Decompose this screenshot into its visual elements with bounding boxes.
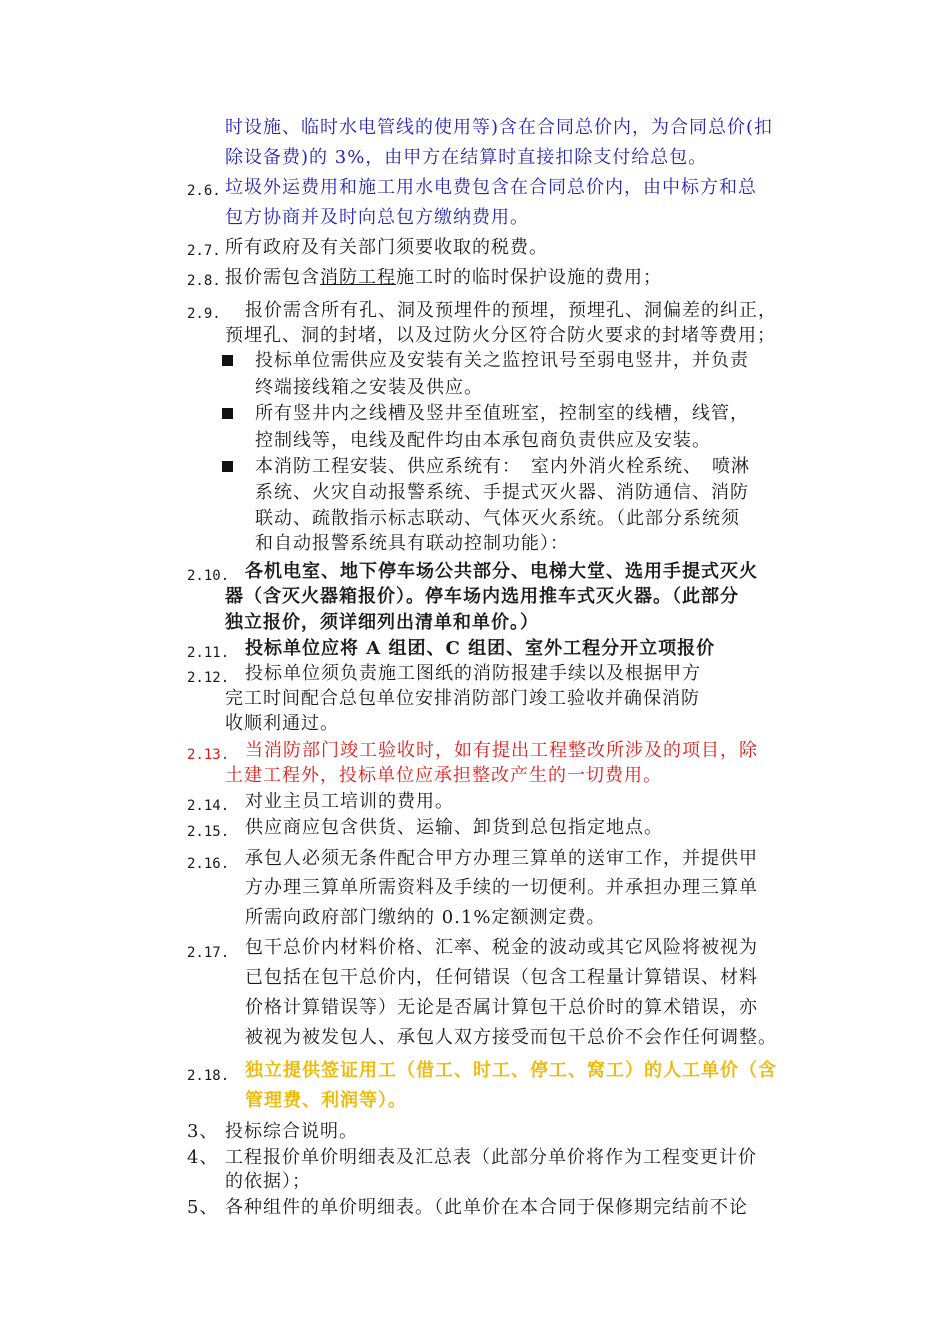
item-number: 2.14. [187, 798, 230, 814]
text-line: 土建工程外，投标单位应承担整改产生的一切费用。 [225, 765, 662, 786]
text-line: 和自动报警系统具有联动控制功能）： [255, 533, 569, 554]
text-line: 投标单位须负责施工图纸的消防报建手续以及根据甲方 [245, 663, 701, 684]
text-line: 所需向政府部门缴纳的 0.1%定额测定费。 [245, 907, 606, 928]
text-line: 预埋孔、洞的封堵，以及过防火分区符合防火要求的封堵等费用； [225, 325, 776, 346]
text-line: 被视为被发包人、承包人双方接受而包干总价不会作任何调整。 [245, 1027, 777, 1048]
text-line: 包方协商并及时向总包方缴纳费用。 [225, 207, 529, 228]
text-line: 收顺利通过。 [225, 713, 339, 734]
item-number: 3、 [187, 1121, 219, 1142]
text-segment: 报价需包含 [225, 267, 320, 288]
bullet-square-icon [222, 408, 233, 419]
text-line: 除设备费)的 3%，由甲方在结算时直接扣除支付给总包。 [225, 147, 708, 168]
item-number: 2.13. [187, 747, 230, 763]
text-line: 器（含灭火器箱报价）。停车场内选用推车式灭火器。（此部分 [225, 586, 739, 607]
text-line: 价格计算错误等）无论是否属计算包干总价时的算术错误，亦 [245, 997, 758, 1018]
text-line: 各种组件的单价明细表。（此单价在本合同于保修期完结前不论 [225, 1197, 748, 1218]
text-line: 工程报价单价明细表及汇总表（此部分单价将作为工程变更计价 [225, 1147, 757, 1168]
text-line: 各机电室、地下停车场公共部分、电梯大堂、选用手提式灭火 [245, 561, 758, 582]
text-line: 供应商应包含供货、运输、卸货到总包指定地点。 [245, 817, 663, 838]
text-line: 系统、火灾自动报警系统、手提式灭火器、消防通信、消防 [255, 482, 749, 503]
text-line: 投标单位需供应及安装有关之监控讯号至弱电竖井，并负责 [255, 350, 749, 371]
text-line: 承包人必须无条件配合甲方办理三算单的送审工作，并提供甲 [245, 848, 758, 869]
item-number: 2.16. [187, 856, 230, 872]
item-number: 2.7. [187, 243, 221, 259]
text-line: 的依据）； [225, 1171, 311, 1192]
item-number: 2.8. [187, 273, 221, 289]
text-line: 投标综合说明。 [225, 1121, 358, 1142]
text-segment: 施工时的临时保护设施的费用； [396, 267, 662, 288]
text-line: 完工时间配合总包单位安排消防部门竣工验收并确保消防 [225, 688, 700, 709]
text-line: 垃圾外运费用和施工用水电费包含在合同总价内，由中标方和总 [225, 177, 757, 198]
bullet-square-icon [222, 355, 233, 366]
text-line: 报价需含所有孔、洞及预埋件的预埋，预埋孔、洞偏差的纠正， [245, 300, 777, 321]
text-line: 已包括在包干总价内，任何错误（包含工程量计算错误、材料 [245, 967, 758, 988]
item-number: 2.17. [187, 945, 230, 961]
text-line: 对业主员工培训的费用。 [245, 791, 454, 812]
item-number: 2.18. [187, 1068, 230, 1084]
text-line: 时设施、临时水电管线的使用等)含在合同总价内，为合同总价(扣 [225, 117, 774, 138]
text-line: 方办理三算单所需资料及手续的一切便利。并承担办理三算单 [245, 877, 758, 898]
text-line: 投标单位应将 A 组团、C 组团、室外工程分开立项报价 [245, 638, 716, 659]
item-number: 2.9. [187, 306, 221, 322]
underlined-term: 消防工程 [320, 267, 396, 288]
text-line: 当消防部门竣工验收时，如有提出工程整改所涉及的项目，除 [245, 740, 758, 761]
text-line: 所有政府及有关部门须要收取的税费。 [225, 237, 548, 258]
text-line: 控制线等，电线及配件均由本承包商负责供应及安装。 [255, 430, 711, 451]
text-line: 本消防工程安装、供应系统有： 室内外消火栓系统、 喷淋 [255, 456, 750, 477]
bullet-square-icon [222, 461, 233, 472]
item-number: 4、 [187, 1147, 219, 1168]
item-number: 2.15. [187, 824, 230, 840]
item-number: 2.6. [187, 183, 221, 199]
text-line: 独立提供签证用工（借工、时工、停工、窝工）的人工单价（含 [245, 1060, 777, 1081]
text-line [225, 266, 662, 290]
text-line: 独立报价，须详细列出清单和单价。） [225, 612, 539, 633]
item-number: 2.12. [187, 670, 230, 686]
text-line: 管理费、利润等）。 [245, 1090, 407, 1111]
text-line: 终端接线箱之安装及供应。 [255, 377, 483, 398]
item-number: 5、 [187, 1197, 219, 1218]
text-line: 所有竖井内之线槽及竖井至值班室，控制室的线槽，线管， [255, 403, 749, 424]
text-line: 包干总价内材料价格、汇率、税金的波动或其它风险将被视为 [245, 937, 758, 958]
item-number: 2.11. [187, 645, 230, 661]
text-line: 联动、疏散指示标志联动、气体灭火系统。（此部分系统须 [255, 508, 740, 529]
item-number: 2.10. [187, 568, 230, 584]
